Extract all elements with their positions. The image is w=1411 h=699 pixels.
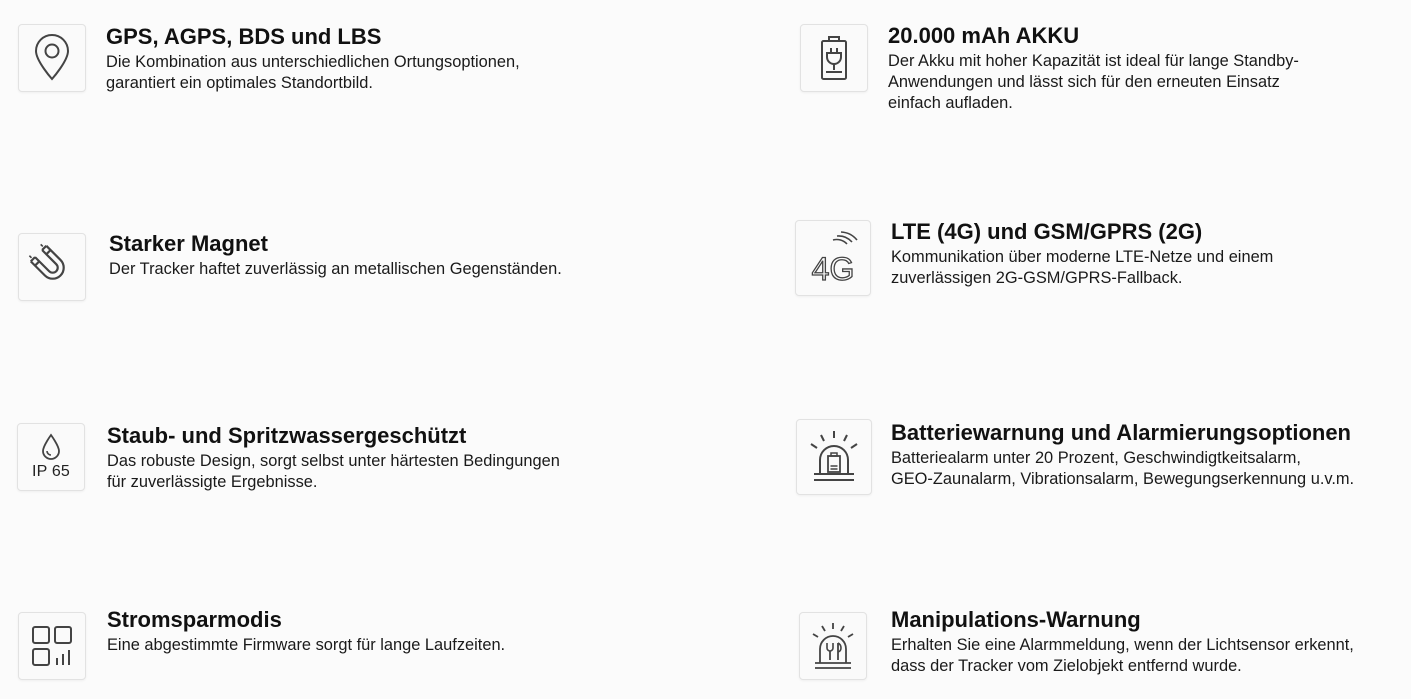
feature-description: Das robuste Design, sorgt selbst unter härtesten Bedingungen für zuverlässigte Ergebnisse.: [107, 452, 560, 491]
ip-rating-label: IP 65: [31, 463, 71, 480]
feature-title: GPS, AGPS, BDS und LBS: [106, 24, 382, 49]
magnet-icon: [27, 242, 77, 292]
feature-title: Batteriewarnung und Alarmierungsoptionen: [891, 420, 1351, 445]
svg-text:4G: 4G: [811, 251, 855, 287]
feature-title: 20.000 mAh AKKU: [888, 23, 1080, 48]
feature-icon-box: [799, 612, 867, 680]
feature-icon-box: [800, 24, 868, 92]
feature-description: Der Tracker haftet zuverlässig an metallischen Gegenständen.: [109, 260, 562, 278]
feature-icon-box: [18, 24, 86, 92]
feature-description: Eine abgestimmte Firmware sorgt für lange Laufzeiten.: [107, 636, 506, 654]
power-modes-icon: [30, 624, 74, 668]
tamper-alarm-icon: [808, 621, 858, 671]
feature-description: Die Kombination aus unterschiedlichen Ortungsoptionen, garantiert ein optimales Standortbild.: [106, 53, 520, 92]
feature-title: Manipulations-Warnung: [891, 607, 1141, 632]
feature-description: Kommunikation über moderne LTE-Netze und einem zuverlässigen 2G-GSM/GPRS-Fallback.: [891, 248, 1274, 287]
feature-icon-box: [18, 612, 86, 680]
feature-icon-box: [796, 419, 872, 495]
location-pin-icon: [30, 33, 74, 83]
feature-icon-box: [795, 220, 871, 296]
feature-title: Stromsparmodis: [107, 607, 282, 632]
feature-title: Staub- und Spritzwassergeschützt: [107, 423, 467, 448]
water-drop-icon: [40, 433, 62, 461]
feature-description: Batteriealarm unter 20 Prozent, Geschwindigtkeitsalarm, GEO-Zaunalarm, Vibrationsalarm, Bewegungserkennung u.v.m.: [891, 449, 1355, 488]
feature-title: Starker Magnet: [109, 231, 268, 256]
feature-title: LTE (4G) und GSM/GPRS (2G): [891, 219, 1203, 244]
alarm-light-icon: [805, 428, 863, 486]
battery-icon: [814, 33, 854, 83]
feature-icon-box: [18, 233, 86, 301]
feature-icon-box: [17, 423, 85, 491]
4g-signal-icon: [803, 228, 863, 288]
feature-description: Der Akku mit hoher Kapazität ist ideal für lange Standby- Anwendungen und lässt sich für den erneuten Einsatz einfach aufladen.: [888, 52, 1299, 112]
feature-description: Erhalten Sie eine Alarmmeldung, wenn der Lichtsensor erkennt, dass der Tracker vom Zielobjekt entfernd wurde.: [891, 636, 1354, 675]
